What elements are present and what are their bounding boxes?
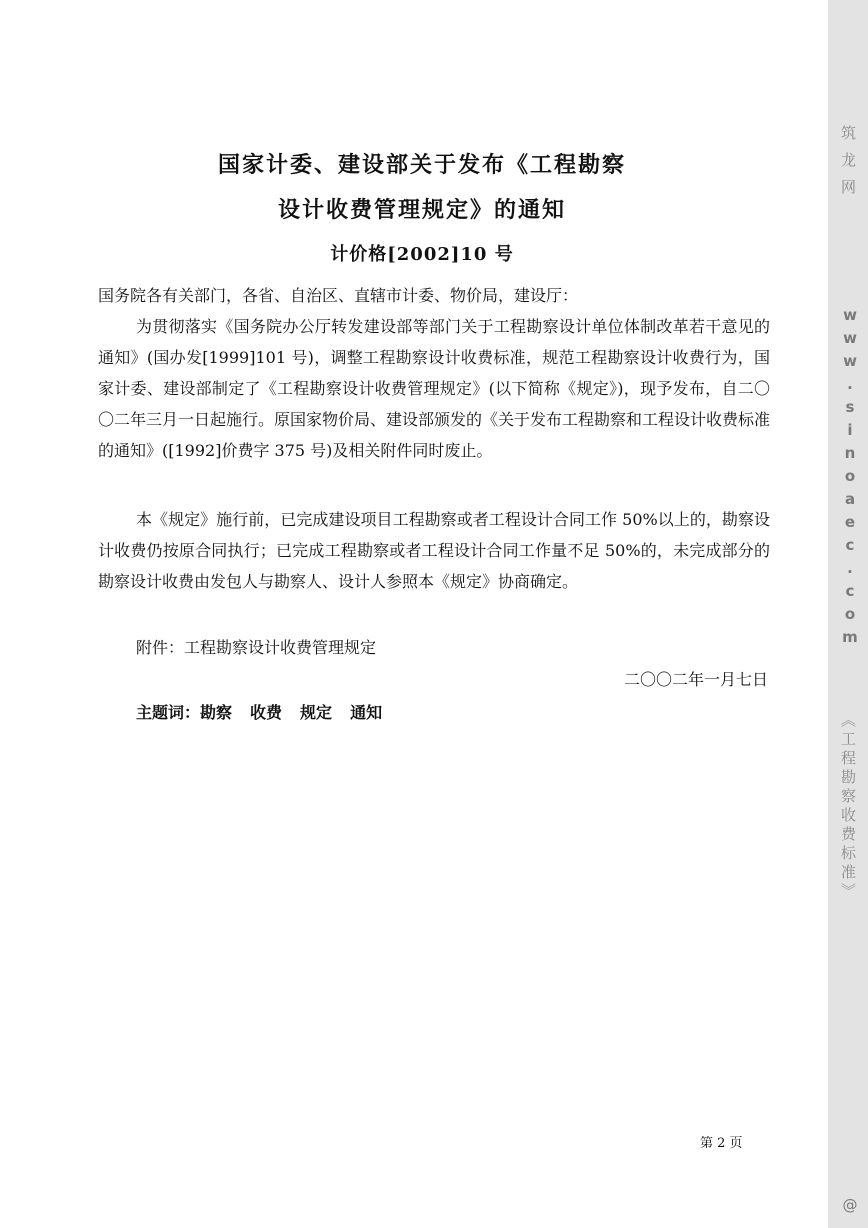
keywords-line xyxy=(136,697,400,728)
addressee-text: 国务院各有关部门，各省、自治区、直辖市计委、物价局，建设厅： xyxy=(98,286,579,305)
paragraph-2 xyxy=(98,504,770,597)
keyword-item: 通知 xyxy=(350,703,383,722)
page-number: 第 2 页 xyxy=(700,1136,743,1151)
attachment-line xyxy=(98,632,770,663)
addressee-line xyxy=(98,280,770,311)
attachment-text: 附件：工程勘察设计收费管理规定 xyxy=(136,638,377,657)
keyword-item: 收费 xyxy=(250,703,283,722)
paragraph-2-text: 本《规定》施行前，已完成建设项目工程勘察或者工程设计合同工作 50%以上的，勘察设计收费仍按原合同执行；已完成工程勘察或者工程设计合同工作量不足 50%的，未完成部分的勘察设计收费由发包人与勘察人、设计人参照本《规定》协商确定。 xyxy=(98,510,770,591)
document-number: 计价格[2002]10 号 xyxy=(330,244,514,265)
side-at-symbol: @ xyxy=(841,1196,859,1214)
keyword-item: 规定 xyxy=(300,703,333,722)
side-brand-text: 筑龙网 xyxy=(839,125,857,206)
document-title-line-1: 国家计委、建设部关于发布《工程勘察 xyxy=(217,152,626,178)
document-title-line-2: 设计收费管理规定》的通知 xyxy=(277,197,566,223)
side-banner xyxy=(828,0,868,1228)
side-title-text: 《工程勘察收费标准》 xyxy=(839,712,857,902)
keyword-item: 勘察 xyxy=(200,703,233,722)
paragraph-1 xyxy=(98,311,770,466)
keywords-label: 主题词： xyxy=(136,703,201,722)
paragraph-1-text: 为贯彻落实《国务院办公厅转发建设部等部门关于工程勘察设计单位体制改革若干意见的通知》(国办发[1999]101 号)，调整工程勘察设计收费标准，规范工程勘察设计收费行为，国家计委、建设部制定了《工程勘察设计收费管理规定》(以下简称《规定》)，现予发布，自二〇〇二年三月一日起施行。原国家物价局、建设部颁发的《关于发布工程勘察和工程设计收费标准的通知》([1992]价费字 375 号)及相关附件同时废止。 xyxy=(98,317,771,460)
side-url-text: www.sinoaec.com xyxy=(841,306,859,651)
document-date: 二〇〇二年一月七日 xyxy=(623,670,768,689)
